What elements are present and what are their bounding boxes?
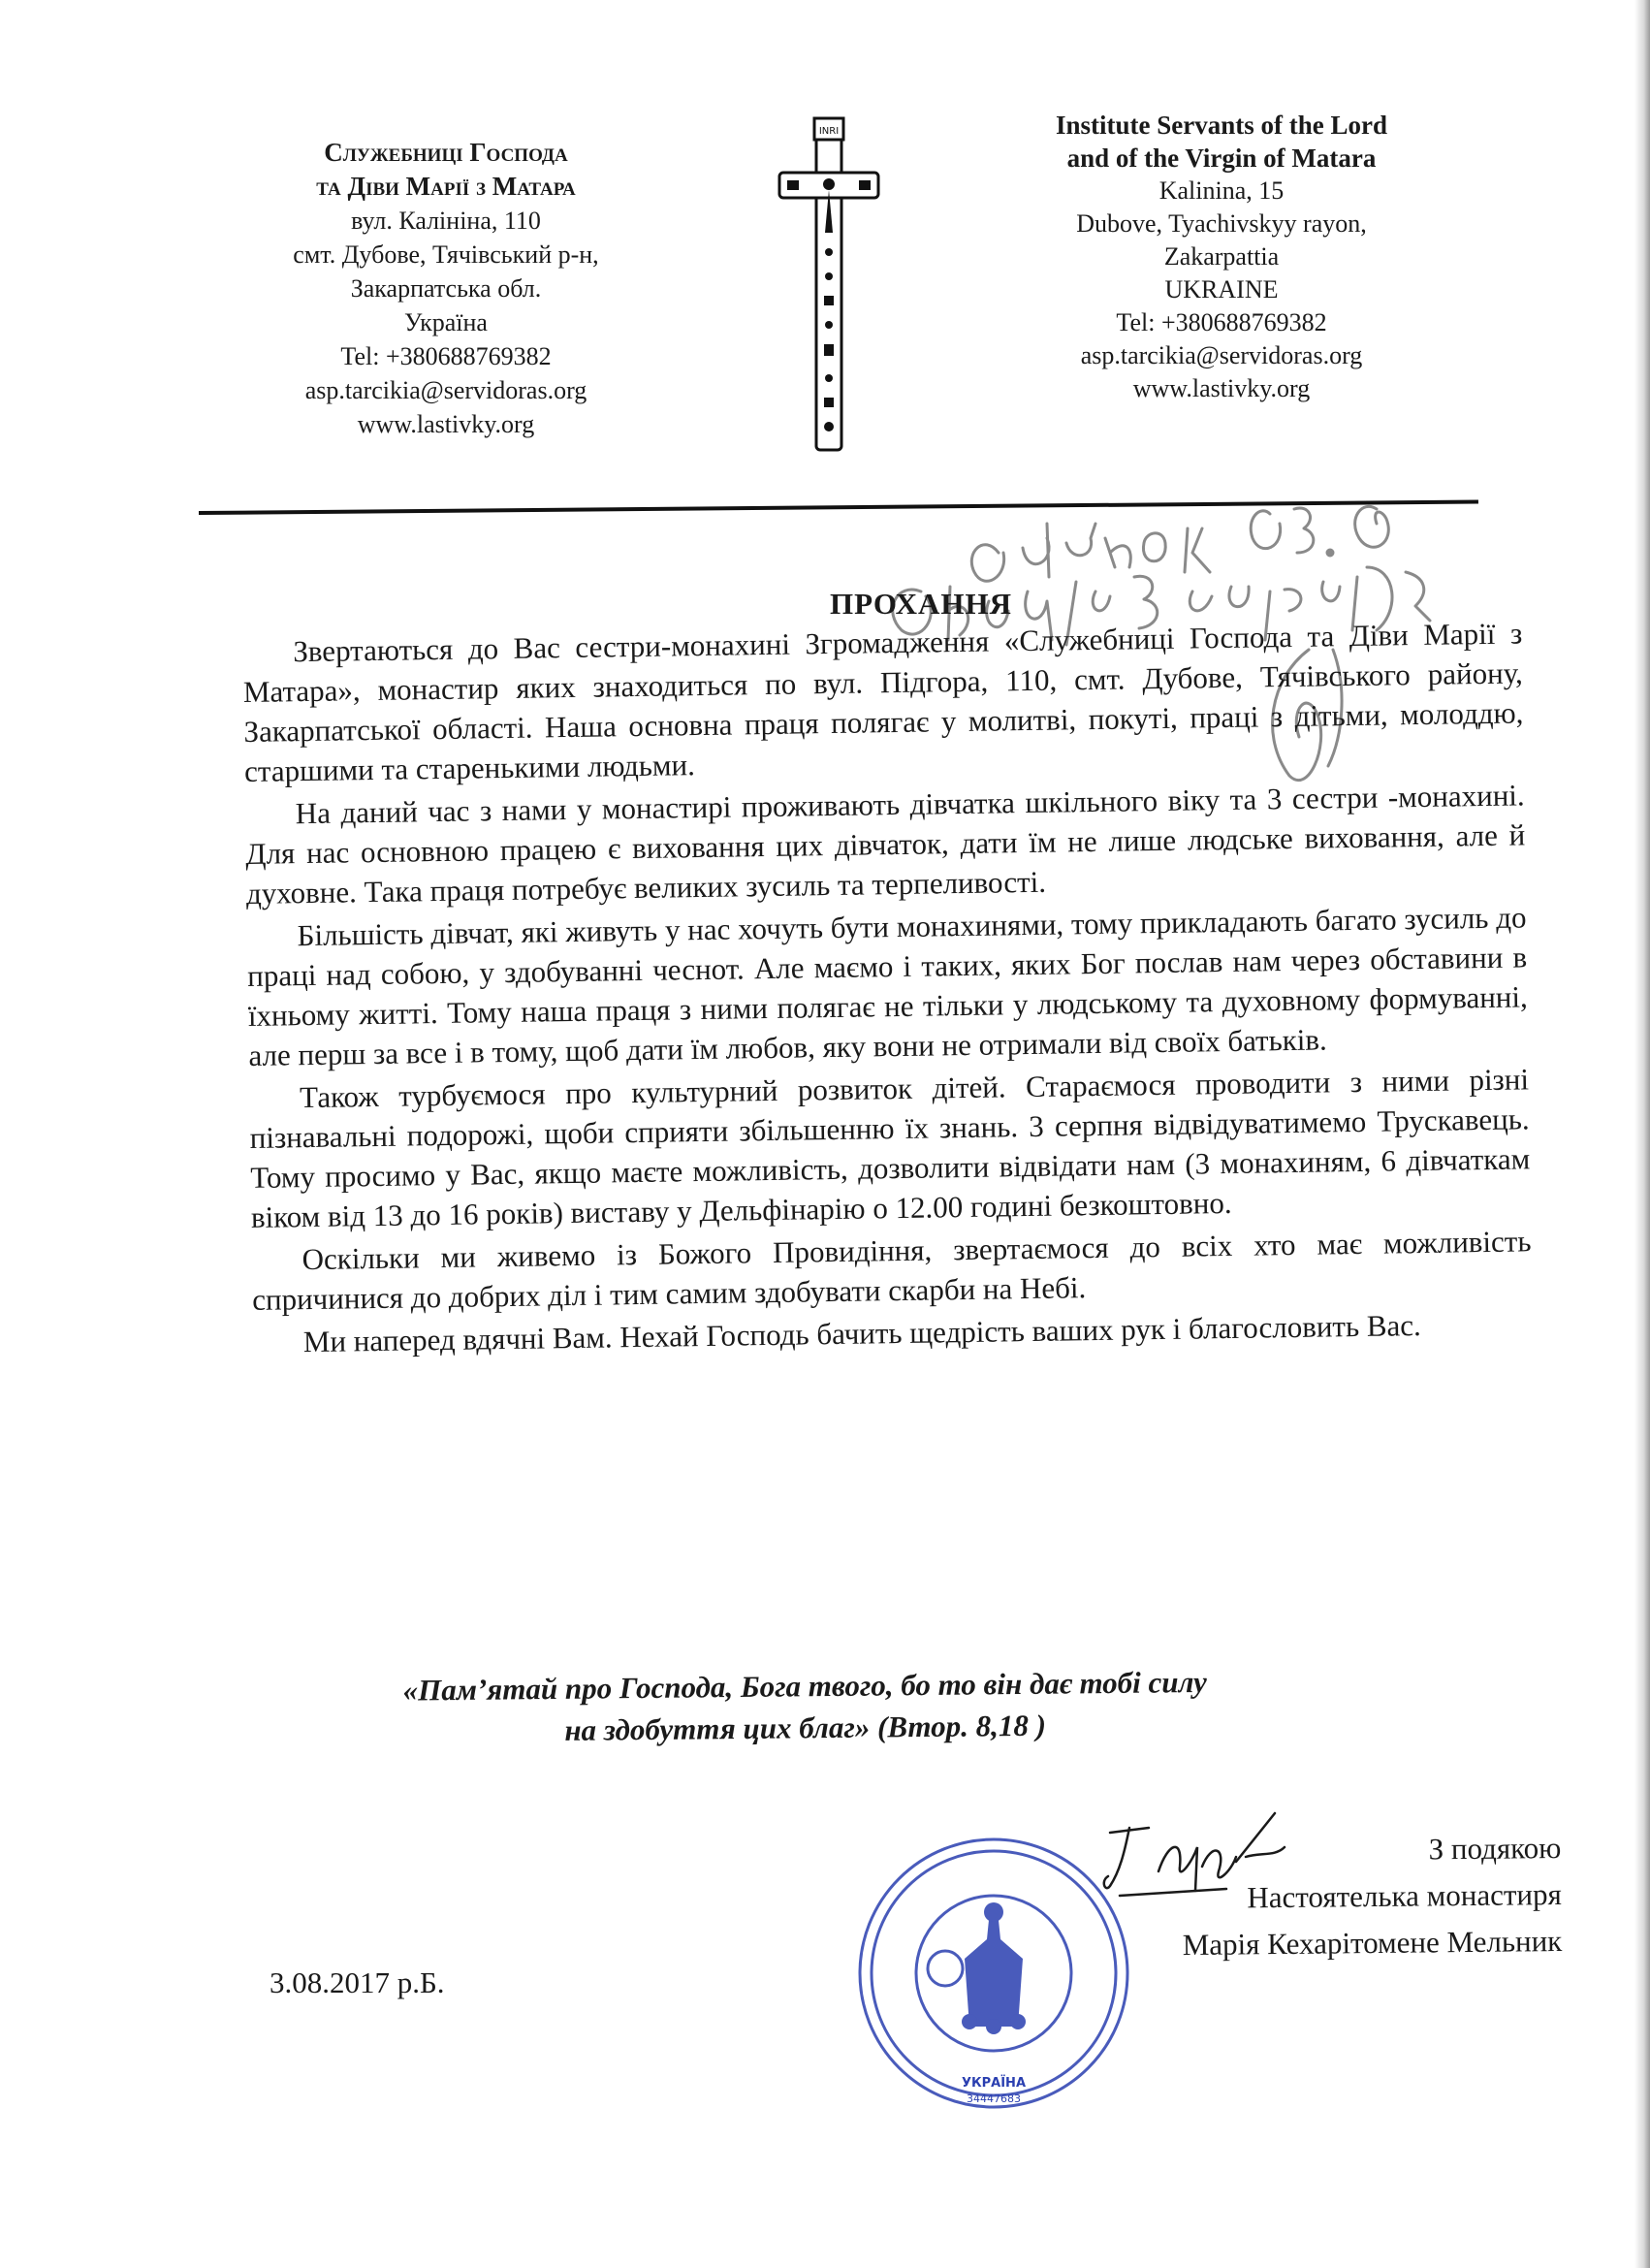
website-en: www.lastivky.org (1132, 374, 1311, 402)
address-en-town: Dubove, Tyachivskyy rayon, (1076, 209, 1367, 238)
paragraph: Звертаються до Вас сестри-монахині Згромадження «Служебниці Господа та Діви Марії з Матара», монастир яких знаходиться по вул. Підгора, 110, смт. Дубове, Тячівського району, Закарпатської області. Наша основна праця полягає у молитві, покуті, праці з дітьми, молоддю, старшими та старенькими людьми. (242, 616, 1524, 788)
header-ukrainian (262, 136, 630, 441)
org-name-line1: Служебниці Господа (324, 138, 568, 167)
document-title: ПРОХАННЯ (830, 587, 1012, 621)
address-region: Закарпатська обл. (350, 274, 542, 303)
quote-line2: на здобуття цих благ» (Втор. 8,18 ) (564, 1708, 1047, 1747)
page-edge-shadow (1634, 0, 1650, 2268)
paragraph: Ми наперед вдячні Вам. Нехай Господь бачить щедрість ваших рук і благословить Вас. (302, 1308, 1422, 1359)
scripture-quote (368, 1661, 1242, 1753)
email: asp.tarcikia@servidoras.org (304, 376, 587, 404)
address-street: вул. Калініна, 110 (351, 207, 541, 235)
phone-en: Tel: +380688769382 (1116, 308, 1327, 336)
paragraph: Більшість дівчат, які живуть у нас хочуть бути монахинями, тому прикладають багато зусиль до праці над собою, у здобуванні чеснот. Але маємо і таких, яких Бог послав нам через обставини в їхньому житті. Тому наша праця з ними полягає не тільки у людському та духовному формуванні, але перш за все і в тому, щоб дати їм любов, яку вони не отримали від своїх батьків. (246, 900, 1528, 1072)
header-english (1018, 109, 1425, 405)
institution-stamp (853, 1833, 1134, 2114)
letter-date: 3.08.2017 р.Б. (270, 1965, 445, 1999)
signer-position: Настоятелька монастиря (1247, 1876, 1562, 1915)
svg-text:УКРАЇНА: УКРАЇНА (961, 2076, 1027, 2091)
letter-body (242, 613, 1533, 1364)
org-name-en-line2: and of the Virgin of Matara (1066, 144, 1377, 173)
paragraph: На даний час з нами у монастирі проживають дівчатка шкільного віку та 3 сестри -монахині. Для нас основною працею є виховання цих дівчаток, дати їм не лише людське виховання, але й духовне. Така праця потребує великих зусиль та терпеливості. (245, 778, 1526, 910)
closing-thanks: З подякою (1428, 1830, 1562, 1867)
address-en-street: Kalinina, 15 (1158, 176, 1285, 205)
signer-name: Марія Кехарітомене Мельник (1182, 1923, 1563, 1963)
address-en-region: Zakarpattia (1163, 242, 1280, 271)
website: www.lastivky.org (357, 410, 535, 438)
svg-text:INRI: INRI (818, 126, 840, 137)
quote-line1: «Пам’ятай про Господа, Бога твого, бо то він дає тобі силу (402, 1664, 1207, 1708)
org-name-en-line1: Institute Servants of the Lord (1056, 111, 1387, 140)
svg-text:34447683: 34447683 (967, 2092, 1021, 2105)
address-town: смт. Дубове, Тячівський р-н, (293, 240, 599, 269)
paragraph: Оскільки ми живемо із Божого Провидіння, звертаємося до всіх хто має можливість спричинися до добрих діл і тим самим здобувати скарби на Небі. (251, 1224, 1532, 1317)
crucifix-icon (776, 116, 882, 456)
phone: Tel: +380688769382 (340, 342, 552, 370)
org-name-line2: та Діви Марії з Матара (316, 172, 576, 201)
address-country: Україна (404, 308, 488, 336)
paragraph: Також турбуємося про культурний розвиток дітей. Стараємося проводити з ними різні пізнавальні подорожі, щоби сприяти збільшенню їх знань. 3 серпня відвідуватимемо Трускавець. Тому просимо у Вас, якщо маєте можливість, дозволити відвідати нам (3 монахиням, 6 дівчаткам віком від 13 до 16 років) виставу у Дельфінарію о 12.00 годині безкоштовно. (249, 1062, 1531, 1234)
email-en: asp.tarcikia@servidoras.org (1080, 341, 1363, 369)
address-en-country: UKRAINE (1164, 275, 1279, 303)
